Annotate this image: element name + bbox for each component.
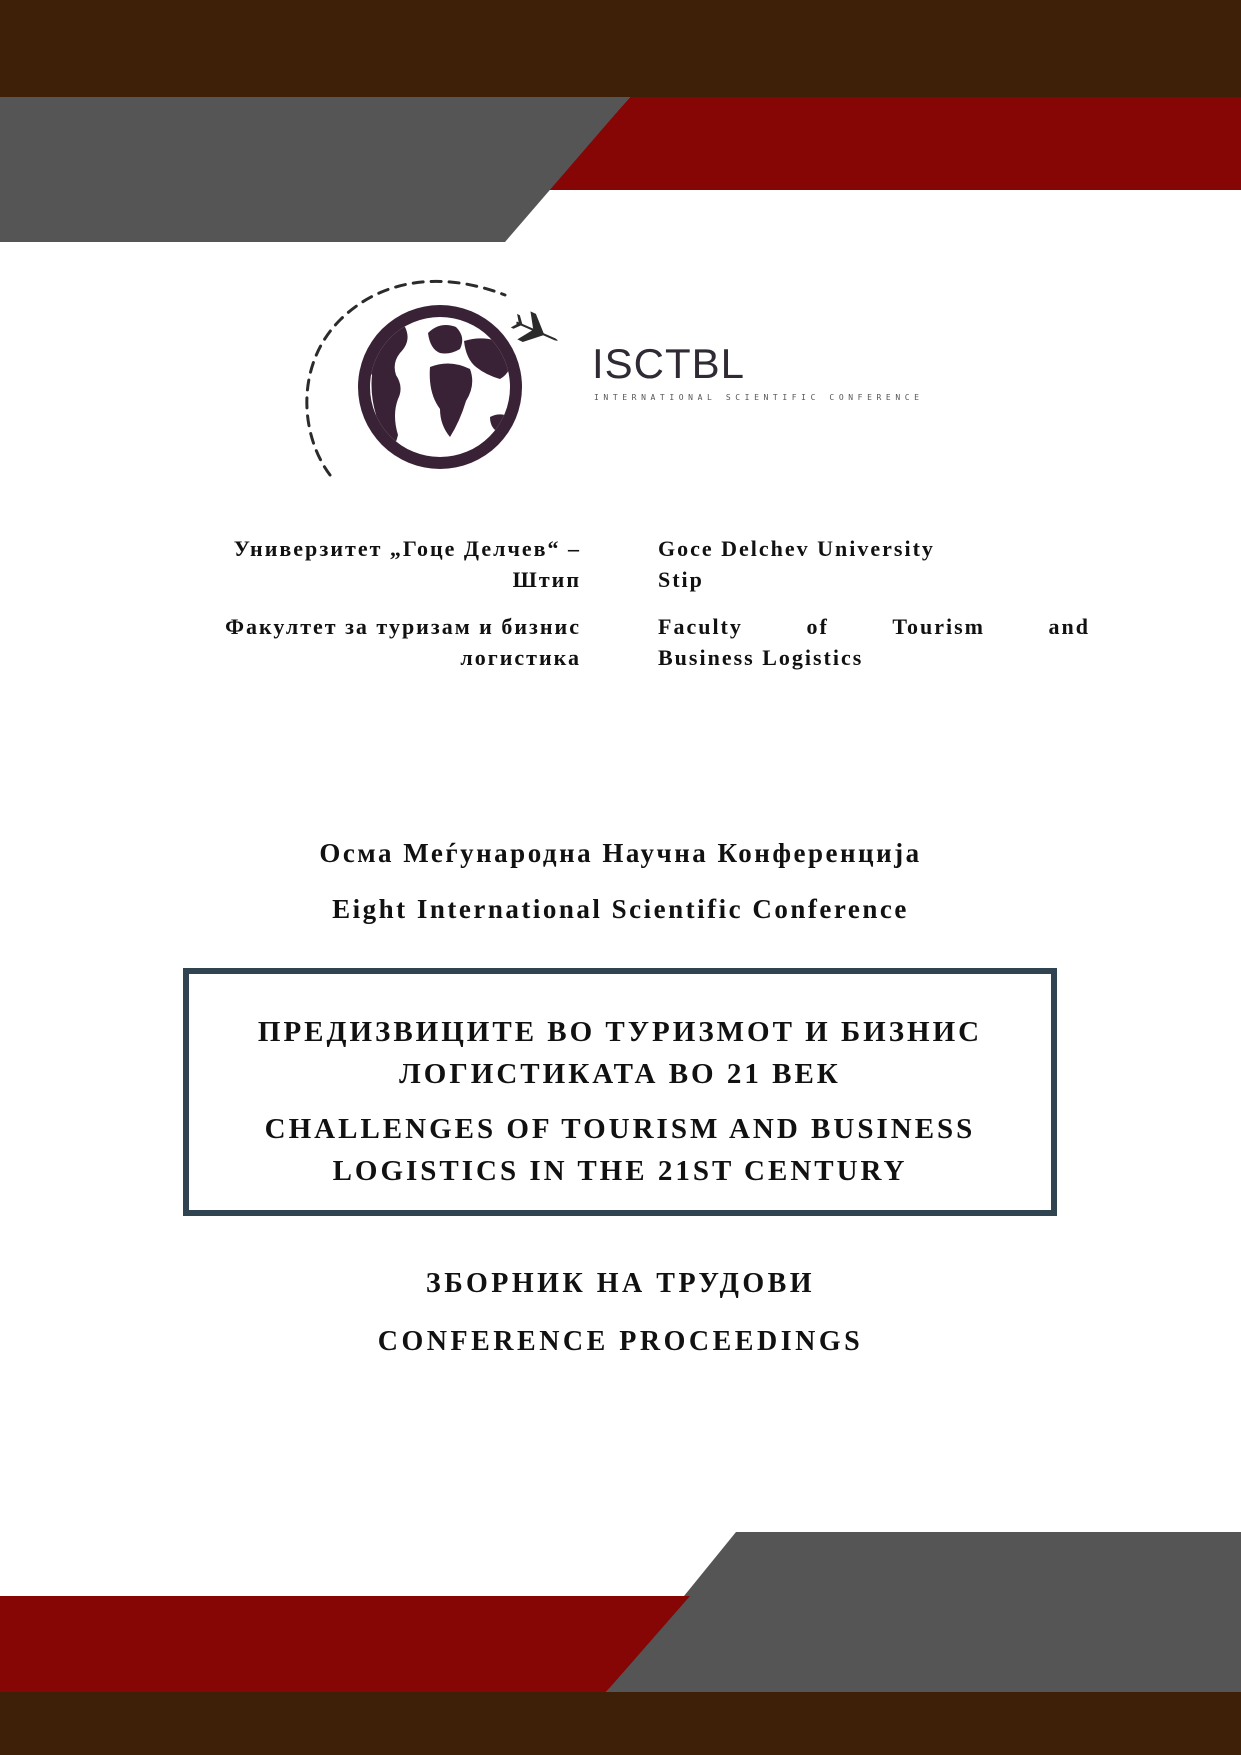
proceedings-mk: ЗБОРНИК НА ТРУДОВИ [425,1268,816,1299]
logo-subtitle: INTERNATIONAL SCIENTIFIC CONFERENCE [594,393,924,402]
en-faculty-word: Tourism [892,614,985,639]
top-red-band [548,97,1241,190]
globe-with-airplane-icon [300,275,580,480]
mk-university [141,533,581,595]
mk-faculty [141,611,581,673]
conference-theme-box [183,968,1057,1216]
bottom-red-band [0,1596,690,1692]
top-brown-band [0,0,1241,97]
en-university [658,533,1090,595]
en-faculty-line1 [658,611,1090,642]
conference-name-en: Eight International Scientific Conference [332,894,909,924]
logo-wordmark: ISCTBL [592,340,746,387]
bottom-gray-band [606,1532,1241,1692]
mk-university-line1: Универзитет „Гоце Делчев“ – [233,536,581,561]
theme-mk-line2: ЛОГИСТИКАТА ВО 21 ВЕК [399,1058,841,1090]
mk-faculty-line2: логистика [460,645,581,670]
theme-en-line1: CHALLENGES OF TOURISM AND BUSINESS [264,1113,976,1145]
proceedings-en: CONFERENCE PROCEEDINGS [377,1326,864,1357]
conference-name-mk: Осма Меѓународна Научна Конференција [319,838,922,868]
en-faculty [658,611,1090,673]
en-faculty-word: Faculty [658,614,743,639]
theme-en-line2: LOGISTICS IN THE 21ST CENTURY [332,1155,908,1187]
top-gray-band [0,97,630,242]
en-university-line2: Stip [658,567,704,592]
en-university-line1: Goce Delchev University [658,536,935,561]
mk-university-line2: Штип [512,567,581,592]
en-faculty-word: and [1048,614,1090,639]
en-faculty-line2: Business Logistics [658,645,864,670]
mk-faculty-line1: Факултет за туризам и бизнис [225,614,581,639]
theme-mk-line1: ПРЕДИЗВИЦИТЕ ВО ТУРИЗМОТ И БИЗНИС [257,1016,983,1048]
bottom-brown-band [0,1692,1241,1755]
en-faculty-word: of [806,614,829,639]
